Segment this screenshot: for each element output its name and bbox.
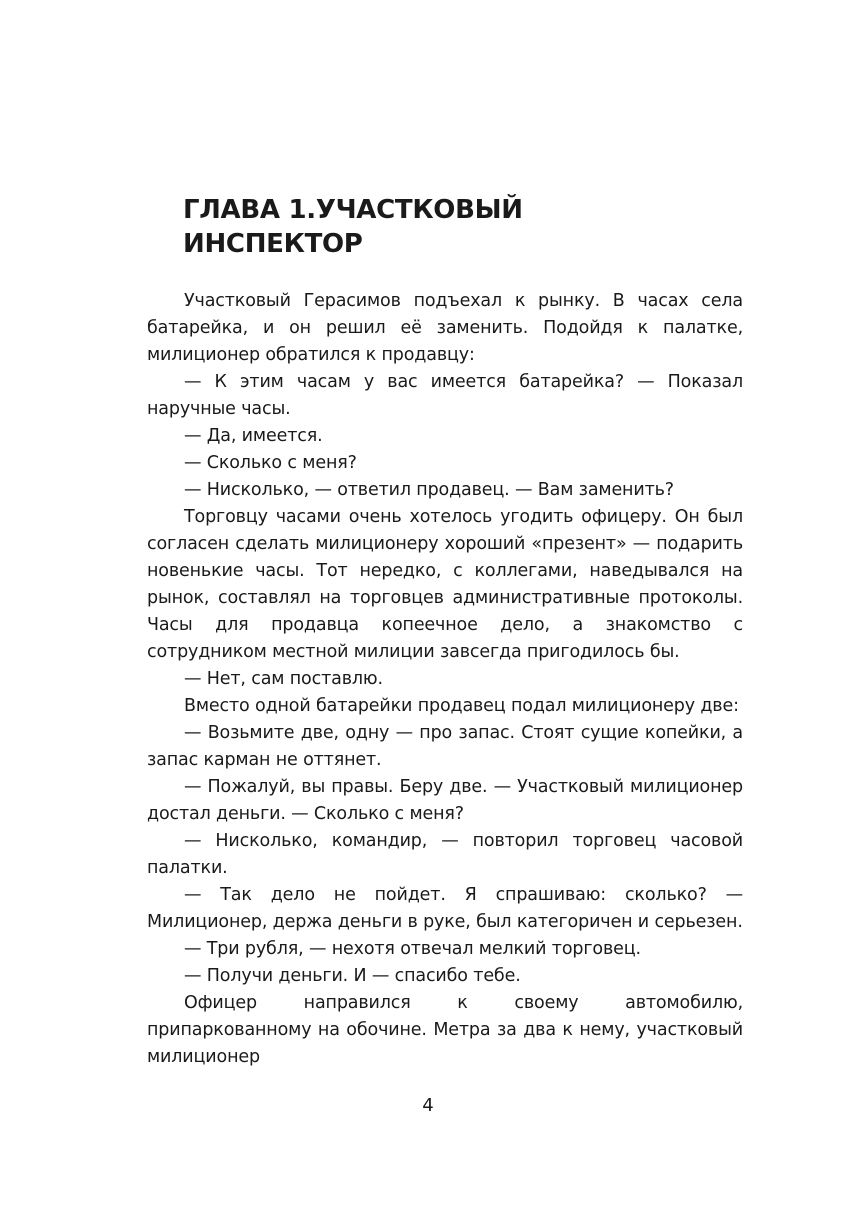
body-text (147, 288, 743, 1071)
paragraph-9: — Возьмите две, одну — про запас. Стоят сущие копейки, а запас карман не оттянет. (147, 723, 743, 770)
paragraph-8: Вместо одной батарейки продавец подал милиционеру две: (184, 696, 739, 716)
paragraph-15: Офицер направился к своему автомобилю, припаркованному на обочине. Метра за два к нему, участковый милиционер (147, 993, 743, 1067)
paragraph-12: — Так дело не пойдет. Я спрашиваю: сколько? — Милиционер, держа деньги в руке, был категоричен и серьезен. (147, 885, 743, 932)
paragraph-3: — Да, имеется. (184, 426, 323, 446)
chapter-title (183, 193, 743, 261)
paragraph-5: — Нисколько, — ответил продавец. — Вам заменить? (184, 480, 674, 500)
paragraph-11: — Нисколько, командир, — повторил торговец часовой палатки. (147, 831, 743, 878)
chapter-title-line-1: ГЛАВА 1.УЧАСТКОВЫЙ (183, 195, 523, 225)
paragraph-6: Торговцу часами очень хотелось угодить офицеру. Он был согласен сделать милиционеру хороший «презент» — подарить новенькие часы. Тот нередко, с коллегами, наведывался на рынок, составлял на торговцев административные протоколы. Часы для продавца копеечное дело, а знакомство с сотрудником местной милиции завсегда пригодилось бы. (147, 507, 743, 662)
paragraph-7: — Нет, сам поставлю. (184, 669, 383, 689)
chapter-title-line-2: ИНСПЕКТОР (183, 229, 363, 259)
paragraph-2: — К этим часам у вас имеется батарейка? — Показал наручные часы. (147, 372, 743, 419)
page-number: 4 (422, 1095, 434, 1116)
paragraph-13: — Три рубля, — нехотя отвечал мелкий торговец. (184, 939, 641, 959)
paragraph-1: Участковый Герасимов подъехал к рынку. В часах села батарейка, и он решил её заменить. Подойдя к палатке, милиционер обратился к продавцу: (147, 291, 743, 365)
paragraph-14: — Получи деньги. И — спасибо тебе. (184, 966, 521, 986)
paragraph-10: — Пожалуй, вы правы. Беру две. — Участковый милиционер достал деньги. — Сколько с меня? (147, 777, 743, 824)
paragraph-4: — Сколько с меня? (184, 453, 357, 473)
